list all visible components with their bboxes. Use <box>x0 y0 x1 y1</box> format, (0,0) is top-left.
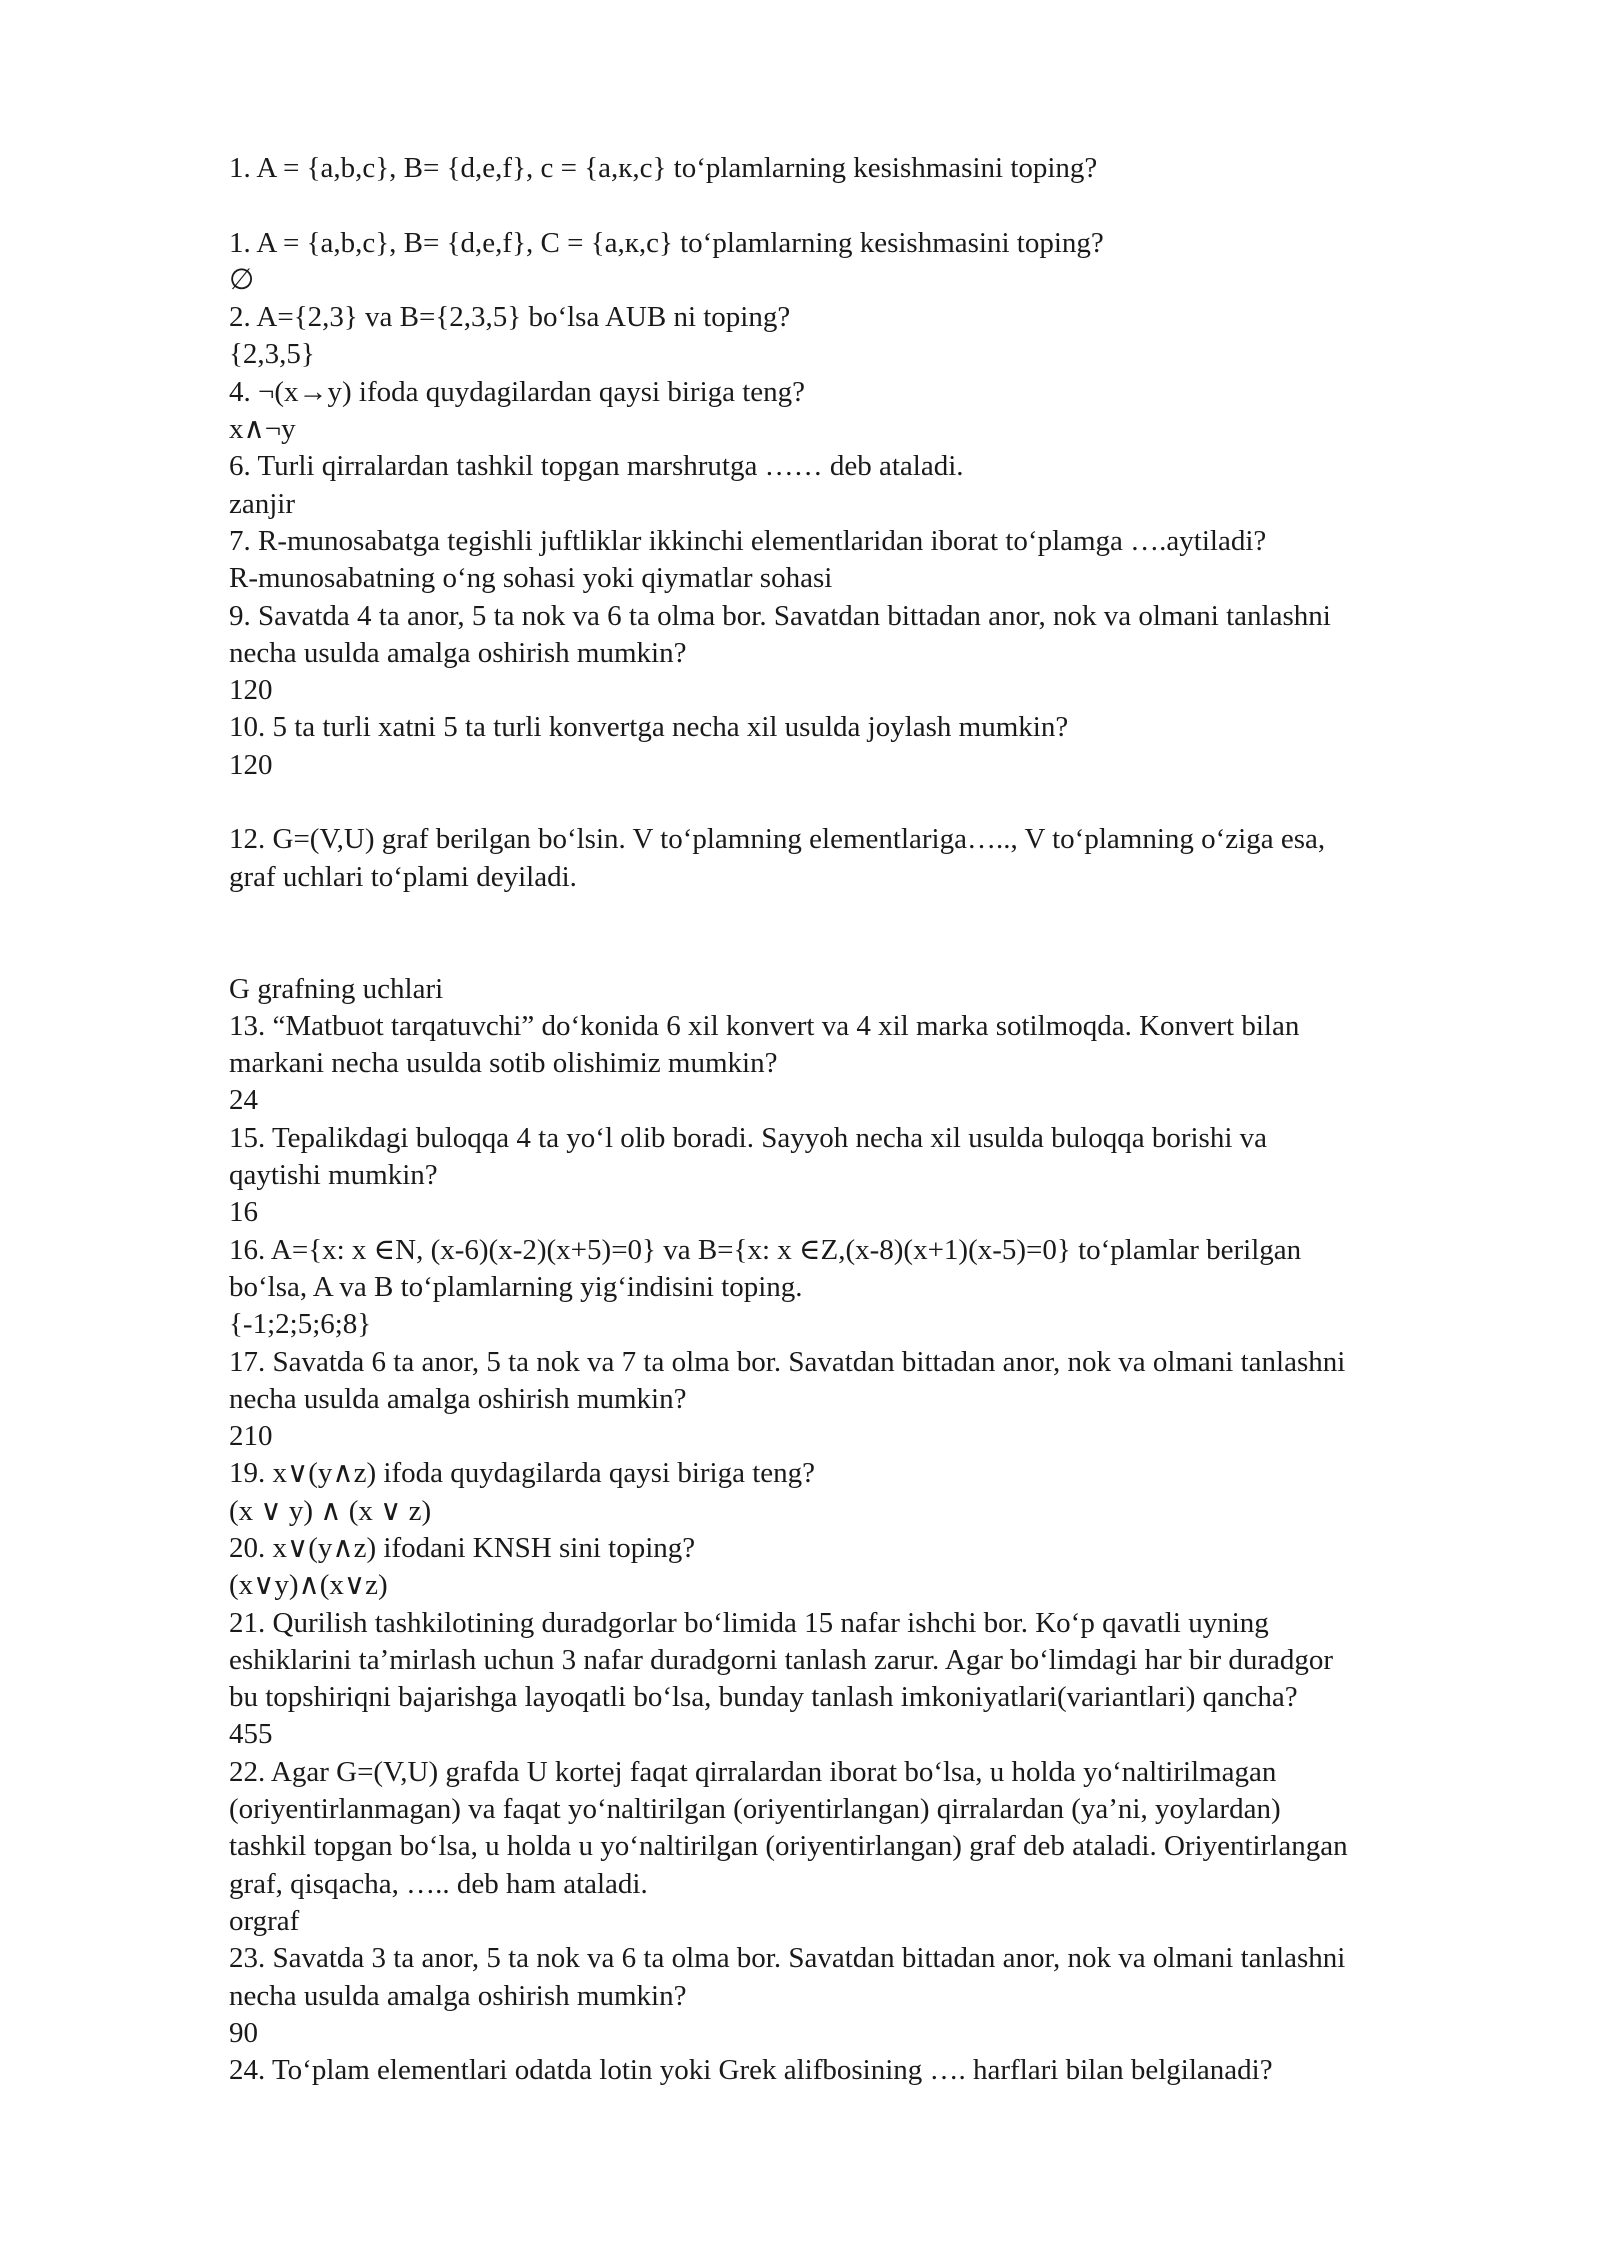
text-line: 4. ¬(x→y) ifoda quydagilardan qaysi biriga teng? <box>229 375 806 408</box>
text-line: 16. A={x: x ∈N, (x-6)(x-2)(x+5)=0} va B={x: x ∈Z,(x-8)(x+1)(x-5)=0} to‘plamlar berilgan <box>229 1233 1302 1266</box>
text-line: 90 <box>229 2016 258 2049</box>
text-line: markani necha usulda sotib olishimiz mumkin? <box>229 1047 778 1080</box>
text-line: graf uchlari to‘plami deyiladi. <box>229 860 577 893</box>
text-line: ∅ <box>229 263 255 296</box>
text-line: 1. A = {a,b,c}, B= {d,e,f}, C = {a,к,c} to‘plamlarning kesishmasini toping? <box>229 226 1104 259</box>
text-line: necha usulda amalga oshirish mumkin? <box>229 636 687 669</box>
text-line: R-munosabatning o‘ng sohasi yoki qiymatlar sohasi <box>229 562 833 595</box>
text-line: 24. To‘plam elementlari odatda lotin yoki Grek alifbosining …. harflari bilan belgilanadi? <box>229 2054 1273 2087</box>
text-line: necha usulda amalga oshirish mumkin? <box>229 1382 687 1415</box>
text-line: 15. Tepalikdagi buloqqa 4 ta yo‘l olib boradi. Sayyoh necha xil usulda buloqqa borishi va <box>229 1121 1268 1154</box>
text-line: 10. 5 ta turli xatni 5 ta turli konvertga necha xil usulda joylash mumkin? <box>229 711 1069 744</box>
text-line: tashkil topgan bo‘lsa, u holda u yo‘naltirilgan (oriyentirlangan) graf deb ataladi. Oriyentirlangan <box>229 1830 1348 1863</box>
text-line: 120 <box>229 748 273 781</box>
text-line: 7. R-munosabatga tegishli juftliklar ikkinchi elementlaridan iborat to‘plamga ….aytiladi? <box>229 524 1267 557</box>
text-line: 1. A = {a,b,c}, B= {d,e,f}, c = {a,к,c} to‘plamlarning kesishmasini toping? <box>229 152 1098 184</box>
text-line: necha usulda amalga oshirish mumkin? <box>229 1979 687 2012</box>
text-line: (x∨y)∧(x∨z) <box>229 1569 388 1602</box>
text-line: qaytishi mumkin? <box>229 1159 438 1192</box>
blank-line <box>229 187 1489 224</box>
text-line: (x ∨ y) ∧ (x ∨ z) <box>229 1494 432 1527</box>
text-line: bo‘lsa, A va B to‘plamlarning yig‘indisini toping. <box>229 1270 803 1303</box>
text-line: bu topshiriqni bajarishga layoqatli bo‘lsa, bunday tanlash imkoniyatlari(variantlari) qancha? <box>229 1681 1298 1714</box>
text-line: G grafning uchlari <box>229 972 444 1005</box>
text-line: 22. Agar G=(V,U) grafda U kortej faqat qirralardan iborat bo‘lsa, u holda yo‘naltirilmagan <box>229 1755 1277 1788</box>
text-line: {-1;2;5;6;8} <box>229 1308 372 1341</box>
text-line: 12. G=(V,U) graf berilgan bo‘lsin. V to‘plamning elementlariga….., V to‘plamning o‘ziga esa, <box>229 823 1326 856</box>
text-line: 16 <box>229 1196 258 1229</box>
text-line: 6. Turli qirralardan tashkil topgan marshrutga …… deb ataladi. <box>229 450 964 483</box>
text-line: eshiklarini ta’mirlash uchun 3 nafar duradgorni tanlash zarur. Agar bo‘limdagi har bir duradgor <box>229 1643 1334 1676</box>
text-line: (oriyentirlanmagan) va faqat yo‘naltirilgan (oriyentirlangan) qirralardan (ya’ni, yoylardan) <box>229 1793 1281 1826</box>
text-line: {2,3,5} <box>229 338 315 371</box>
text-line: orgraf <box>229 1904 300 1937</box>
text-line: 2. A={2,3} va B={2,3,5} bo‘lsa AUB ni toping? <box>229 301 791 334</box>
text-line: 19. x∨(y∧z) ifoda quydagilarda qaysi biriga teng? <box>229 1457 816 1490</box>
text-line: x∧¬y <box>229 413 296 446</box>
text-line: 210 <box>229 1420 273 1453</box>
text-line: graf, qisqacha, ….. deb ham ataladi. <box>229 1867 648 1900</box>
document-page <box>229 150 1489 2089</box>
text-line: 21. Qurilish tashkilotining duradgorlar bo‘limida 15 nafar ishchi bor. Ko‘p qavatli uyning <box>229 1606 1269 1639</box>
text-line: 24 <box>229 1084 258 1117</box>
text-line: 455 <box>229 1718 273 1751</box>
text-line: 9. Savatda 4 ta anor, 5 ta nok va 6 ta olma bor. Savatdan bittadan anor, nok va olmani tanlashni <box>229 599 1331 632</box>
blank-line <box>229 784 1489 821</box>
blank-line <box>229 896 1489 933</box>
text-line: 120 <box>229 674 273 707</box>
text-line: 20. x∨(y∧z) ifodani KNSH sini toping? <box>229 1531 696 1564</box>
text-line: 23. Savatda 3 ta anor, 5 ta nok va 6 ta olma bor. Savatdan bittadan anor, nok va olmani tanlashni <box>229 1942 1346 1975</box>
text-line: zanjir <box>229 487 296 520</box>
text-line: 13. “Matbuot tarqatuvchi” do‘konida 6 xil konvert va 4 xil marka sotilmoqda. Konvert bilan <box>229 1009 1300 1042</box>
text-line: 17. Savatda 6 ta anor, 5 ta nok va 7 ta olma bor. Savatdan bittadan anor, nok va olmani tanlashni <box>229 1345 1346 1378</box>
blank-line <box>229 933 1489 970</box>
